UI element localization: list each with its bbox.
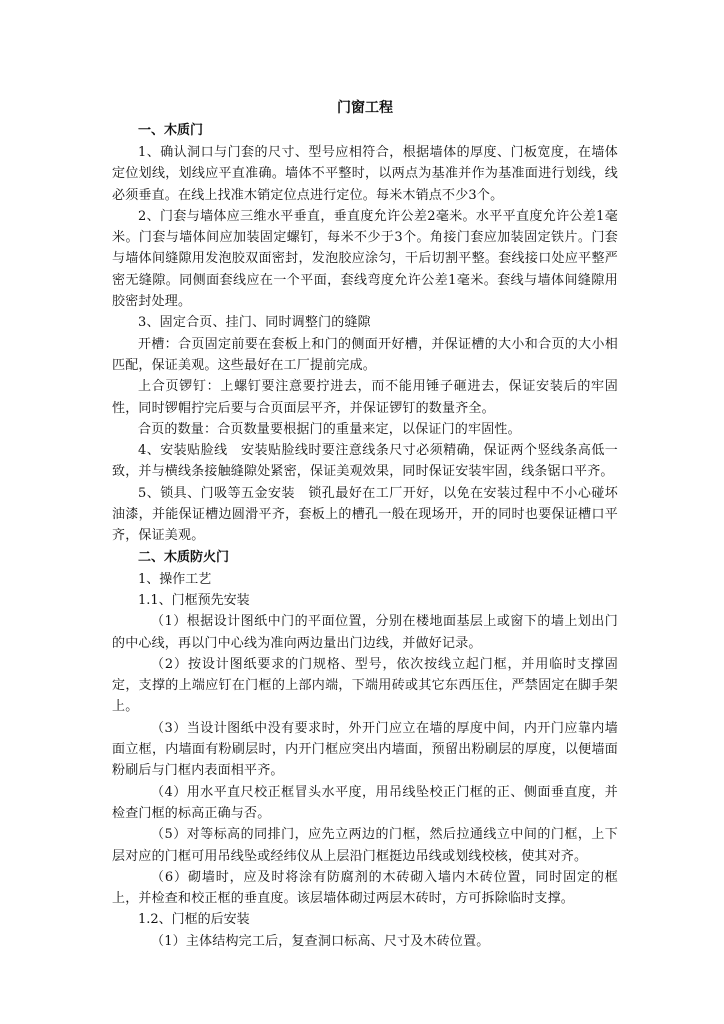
paragraph: （3）当设计图纸中没有要求时，外开门应立在墙的厚度中间，内开门应靠内墙面立框，内墙面有粉刷层时，内开门框应突出内墙面，预留出粉刷层的厚度，以便墙面粉刷后与门框内表面相平齐。 bbox=[112, 720, 618, 779]
subheading: 1.1、门框预先安装 bbox=[138, 592, 250, 608]
subheading: 1、操作工艺 bbox=[138, 571, 212, 587]
paragraph: 2、门套与墙体应三维水平垂直，垂直度允许公差2毫米。水平平直度允许公差1毫米。门套与墙体间应加装固定螺钉，每米不少于3个。角接门套应加装固定铁片。门套与墙体间缝隙用发泡胶双面密封，发泡胶应涂匀，干后切割平整。套线接口处应平整严密无缝隙。同侧面套线应在一个平面，套线弯度允许公差1毫米。套线与墙体间缝隙用胶密封处理。 bbox=[112, 208, 618, 310]
paragraph: 3、固定合页、挂门、同时调整门的缝隙 bbox=[138, 315, 371, 331]
paragraph: （1）主体结构完工后，复查洞口标高、尺寸及木砖位置。 bbox=[151, 933, 490, 949]
paragraph: 4、安装贴脸线 安装贴脸线时要注意线条尺寸必须精确，保证两个竖线条高低一致，并与横线条接触缝隙处紧密，保证美观效果，同时保证安装牢固，线条锯口平齐。 bbox=[112, 443, 618, 480]
paragraph: 开槽：合页固定前要在套板上和门的侧面开好槽，并保证槽的大小和合页的大小相匹配，保证美观。这些最好在工厂提前完成。 bbox=[112, 336, 618, 373]
document-page bbox=[112, 96, 618, 952]
paragraph: （5）对等标高的同排门，应先立两边的门框，然后拉通线立中间的门框，上下层对应的门框可用吊线坠或经纬仪从上层沿门框挺边吊线或划线校核，使其对齐。 bbox=[112, 827, 618, 864]
paragraph: 上合页锣钉：上螺钉要注意要拧进去，而不能用锤子砸进去，保证安装后的牢固性，同时锣帽拧完后要与合页面层平齐，并保证锣钉的数量齐全。 bbox=[112, 379, 618, 416]
paragraph: （1）根据设计图纸中门的平面位置，分别在楼地面基层上或窗下的墙上划出门的中心线，再以门中心线为准向两边量出门边线，并做好记录。 bbox=[112, 614, 618, 651]
paragraph: （4）用水平直尺校正框冒头水平度，用吊线坠校正门框的正、侧面垂直度，并检查门框的标高正确与否。 bbox=[112, 784, 618, 821]
section-heading-wooden-door: 一、木质门 bbox=[138, 123, 204, 138]
paragraph: 5、锁具、门吸等五金安装 锁孔最好在工厂开好，以免在安装过程中不小心碰坏油漆，并能保证槽边圆滑平齐，套板上的槽孔一般在现场开，开的同时也要保证槽口平齐，保证美观。 bbox=[112, 485, 618, 544]
paragraph: 合页的数量：合页数量要根据门的重量来定，以保证门的牢固性。 bbox=[138, 421, 521, 437]
subheading: 1.2、门框的后安装 bbox=[138, 912, 250, 928]
section-heading-fire-door: 二、木质防火门 bbox=[138, 549, 230, 565]
document-title: 门窗工程 bbox=[337, 100, 393, 116]
paragraph: （6）砌墙时，应及时将涂有防腐剂的木砖砌入墙内木砖位置，同时固定的框上，并检查和校正框的垂直度。该层墙体砌过两层木砖时，方可拆除临时支撑。 bbox=[112, 869, 618, 907]
paragraph: 1、确认洞口与门套的尺寸、型号应相符合，根据墙体的厚度、门板宽度，在墙体定位划线，划线应平直准确。墙体不平整时，以两点为基准并作为基准面进行划线，线必须垂直。在线上找准木销定位点进行定位。每米木销点不少3个。 bbox=[112, 145, 618, 203]
paragraph: （2）按设计图纸要求的门规格、型号，依次按线立起门框，并用临时支撑固定，支撑的上端应钉在门框的上部内端，下端用砖或其它东西压住，严禁固定在脚手架上。 bbox=[112, 656, 618, 715]
